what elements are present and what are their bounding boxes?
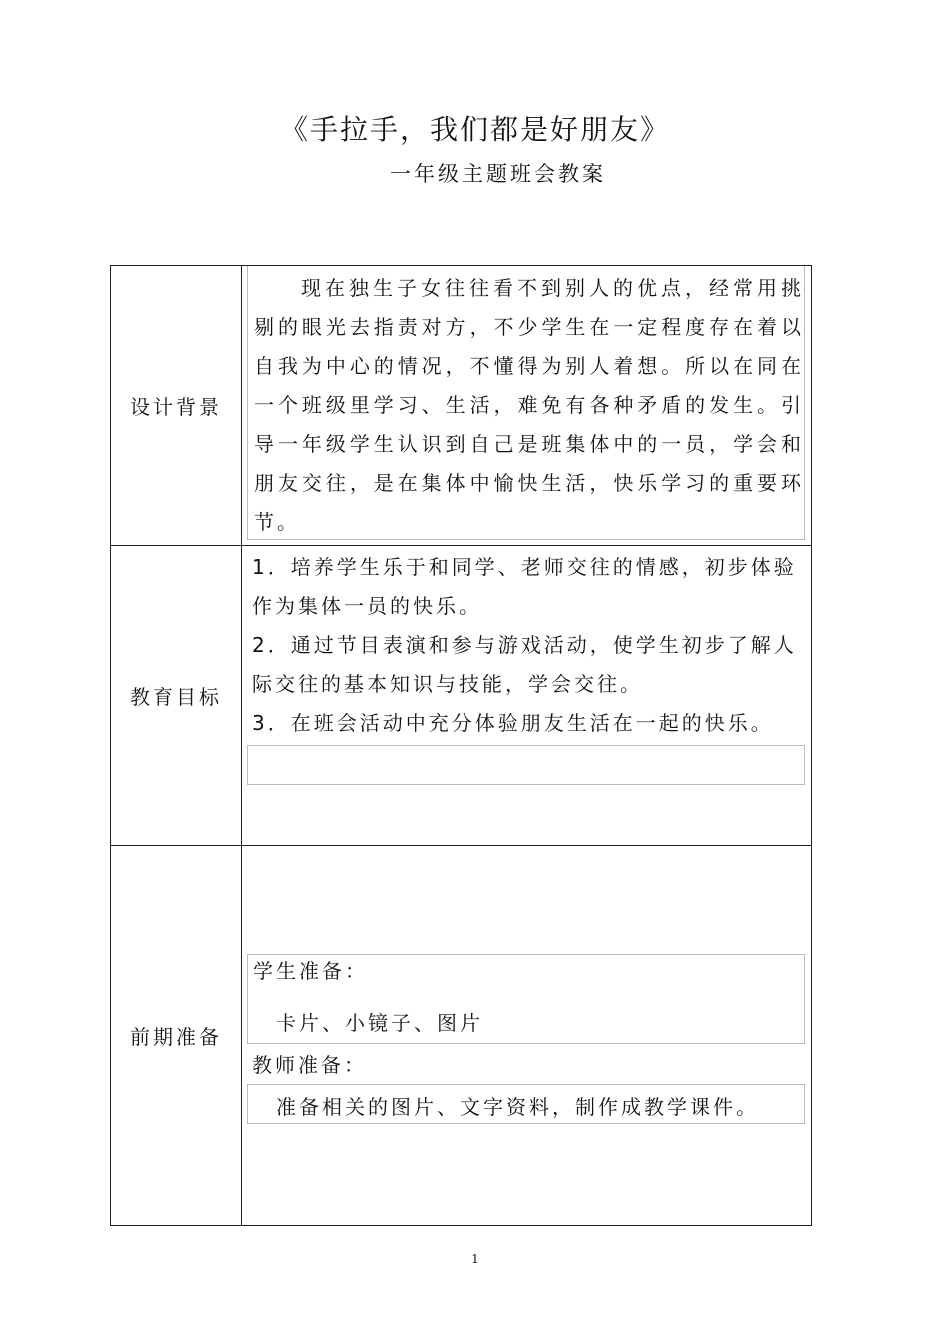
row-label-background: 设计背景: [111, 266, 242, 546]
teacher-prep-items: 准备相关的图片、文字资料，制作成教学课件。: [247, 1084, 805, 1124]
document-title: 《手拉手，我们都是好朋友》: [279, 113, 670, 146]
student-prep-items: 卡片、小镜子、图片: [276, 1011, 483, 1035]
page-number: 1: [471, 1252, 479, 1266]
goal-item-2: 2．通过节目表演和参与游戏活动，使学生初步了解人际交往的基本知识与技能，学会交往。: [252, 633, 797, 696]
preparation-cell: [242, 846, 812, 1226]
teacher-prep-heading: 教师准备：: [252, 1053, 367, 1077]
table-row-goals: [111, 546, 812, 846]
goal-item-3: 3．在班会活动中充分体验朋友生活在一起的快乐。: [252, 711, 774, 735]
lesson-plan-table: [110, 265, 812, 1226]
background-cell: [242, 266, 812, 546]
student-prep-box: [247, 954, 805, 1044]
table-row-background: [111, 266, 812, 546]
background-text-box: [247, 266, 805, 540]
table-row-preparation: [111, 846, 812, 1226]
goal-item-1: 1．培养学生乐于和同学、老师交往的情感，初步体验作为集体一员的快乐。: [252, 555, 797, 618]
row-label-preparation: 前期准备: [111, 846, 242, 1226]
document-subtitle: 一年级主题班会教案: [390, 162, 606, 186]
background-text: 现在独生子女往往看不到别人的优点，经常用挑剔的眼光去指责对方，不少学生在一定程度存在着以自我为中心的情况，不懂得为别人着想。所以在同在一个班级里学习、生活，难免有各种矛盾的发生。引导一年级学生认识到自己是班集体中的一员，学会和朋友交往，是在集体中愉快生活，快乐学习的重要环节。: [254, 276, 804, 534]
row-label-goals: 教育目标: [111, 546, 242, 846]
student-prep-heading: 学生准备：: [253, 959, 368, 983]
goals-cell: [242, 546, 812, 846]
goals-list: [242, 546, 811, 743]
empty-text-box: [247, 745, 805, 785]
